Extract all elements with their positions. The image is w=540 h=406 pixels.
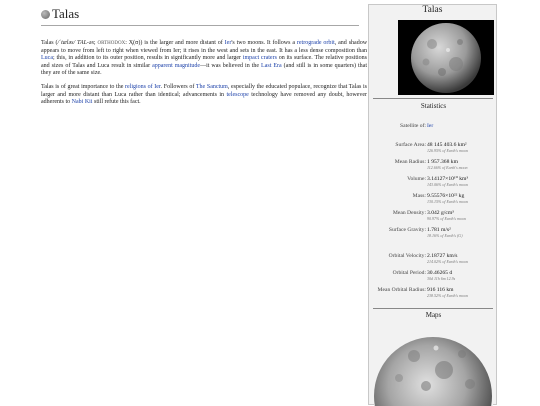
- text: , and shadow appears to move from left to right when viewed from Ier; it rises in the west and sets in the east. It has a less dense composition than: [41, 40, 368, 54]
- link-religions-of-ier[interactable]: religions of Ier: [125, 83, 161, 90]
- page-title: Talas: [52, 6, 80, 21]
- text: . Followers of: [160, 83, 196, 90]
- stat-value: [427, 193, 497, 204]
- text: ;: [93, 40, 98, 46]
- stat-value-text: 9.55576×10²² kg: [427, 193, 465, 199]
- stat-comparison: 214.02% of Earth's moon: [427, 259, 468, 265]
- stat-comparison: 126.95% of Earth's moon: [427, 148, 468, 154]
- stat-comparison: 143.06% of Earth's moon: [427, 182, 468, 188]
- link-luca[interactable]: Luca: [41, 55, 53, 62]
- map-image[interactable]: [374, 334, 493, 406]
- link-satellite-of-ier[interactable]: Ier: [427, 123, 434, 129]
- link-ier[interactable]: Ier: [224, 40, 232, 46]
- link-impact-craters[interactable]: impact craters: [242, 55, 277, 62]
- stat-value: [427, 176, 497, 187]
- stat-comparison: 30d 11h 6m 12.9s: [427, 276, 456, 282]
- title-row: [41, 6, 367, 22]
- stat-value: [427, 270, 497, 281]
- link-retrograde-orbit[interactable]: retrograde orbit: [296, 40, 335, 46]
- maps-heading: Maps: [425, 311, 442, 319]
- link-nabi-kii[interactable]: Nabi Kii: [71, 99, 93, 106]
- text: : Ҳ(ʊ)) is the larger and more distant of: [125, 40, 225, 46]
- stat-label: Orbital Velocity:: [388, 253, 426, 259]
- stat-value-text: 3.042 g/cm³: [427, 210, 454, 216]
- article: [41, 6, 367, 107]
- title-divider: [41, 25, 359, 26]
- infobox-title: Talas: [422, 5, 443, 15]
- stat-value: [427, 253, 497, 264]
- stat-label: Satellite of:: [400, 123, 426, 129]
- moon-icon: [41, 10, 50, 19]
- stat-value: [427, 227, 497, 238]
- statistics-divider: [373, 98, 493, 99]
- stat-label: Mass:: [412, 193, 426, 199]
- paragraph-intro: [41, 40, 367, 78]
- stat-value-text: 30.46265 d: [427, 270, 453, 276]
- stat-comparison: 90.97% of Earth's moon: [427, 216, 466, 222]
- text: —it was believed in the: [200, 62, 262, 69]
- text: 's two moons. It follows a: [231, 40, 297, 46]
- stat-value: [427, 142, 497, 153]
- stat-label: Volume:: [407, 176, 426, 182]
- stat-value-text: 916 116 km: [427, 287, 454, 293]
- stat-label: Surface Area:: [395, 142, 426, 148]
- text: still refute this fact.: [92, 99, 141, 106]
- stat-value-text: 3.14127×10¹⁰ km³: [427, 176, 469, 182]
- stat-label: Mean Orbital Radius:: [377, 287, 426, 293]
- stat-value: [427, 287, 497, 298]
- text: ; this, in addition to its outer position, results in significantly more and larger: [53, 55, 243, 62]
- text: (and still is in some quarters) that they are of the same size.: [41, 62, 367, 77]
- stat-label: Mean Radius:: [394, 159, 426, 165]
- link-telescope[interactable]: telescope: [226, 91, 249, 98]
- statistics-heading: Statistics: [420, 102, 447, 110]
- text: Talas (: [41, 40, 58, 46]
- stat-value-text: 1.781 m/s²: [427, 227, 451, 233]
- pronunciation: /ˈtæləs/ TAL-əs: [57, 40, 94, 46]
- text: technology have removed any doubt, however adherents to: [41, 91, 367, 106]
- maps-divider: [373, 308, 493, 309]
- infobox: [368, 4, 497, 405]
- stat-label: Orbital Period:: [392, 270, 426, 276]
- paragraph-religion: [41, 84, 367, 107]
- moon-image[interactable]: [398, 20, 494, 95]
- stat-value: [427, 210, 497, 221]
- link-last-era[interactable]: Last Era: [261, 62, 282, 69]
- stat-comparison: 18.16% of Earth's (G): [427, 233, 463, 239]
- stat-label: Mean Density:: [392, 210, 426, 216]
- link-apparent-magnitude[interactable]: apparent magnitude: [152, 62, 201, 69]
- stat-comparison: 238.52% of Earth's moon: [427, 293, 468, 299]
- stat-label: Surface Gravity:: [388, 227, 426, 233]
- stat-comparison: 112.66% of Earth's moon: [427, 165, 468, 171]
- stat-comparison: 130.15% of Earth's moon: [427, 199, 468, 205]
- stat-value-text: 2.18727 km/s: [427, 253, 458, 259]
- text: , especially the educated populace, recognize that Talas is larger and more distant than Luca rather than identical; advancements in: [41, 83, 368, 98]
- stat-value: [427, 159, 497, 170]
- stat-value-text: 1 957.368 km: [427, 159, 458, 165]
- text: Talas is of great importance to the: [41, 83, 125, 90]
- native-script-label: ORTHODOX: [97, 41, 126, 46]
- text: on its surface. The relative positions and sizes of Talas and Luca result in similar: [41, 55, 367, 69]
- link-the-sanctum[interactable]: The Sanctum: [195, 83, 228, 90]
- stat-value-text: 48 145 403.6 km²: [427, 142, 467, 148]
